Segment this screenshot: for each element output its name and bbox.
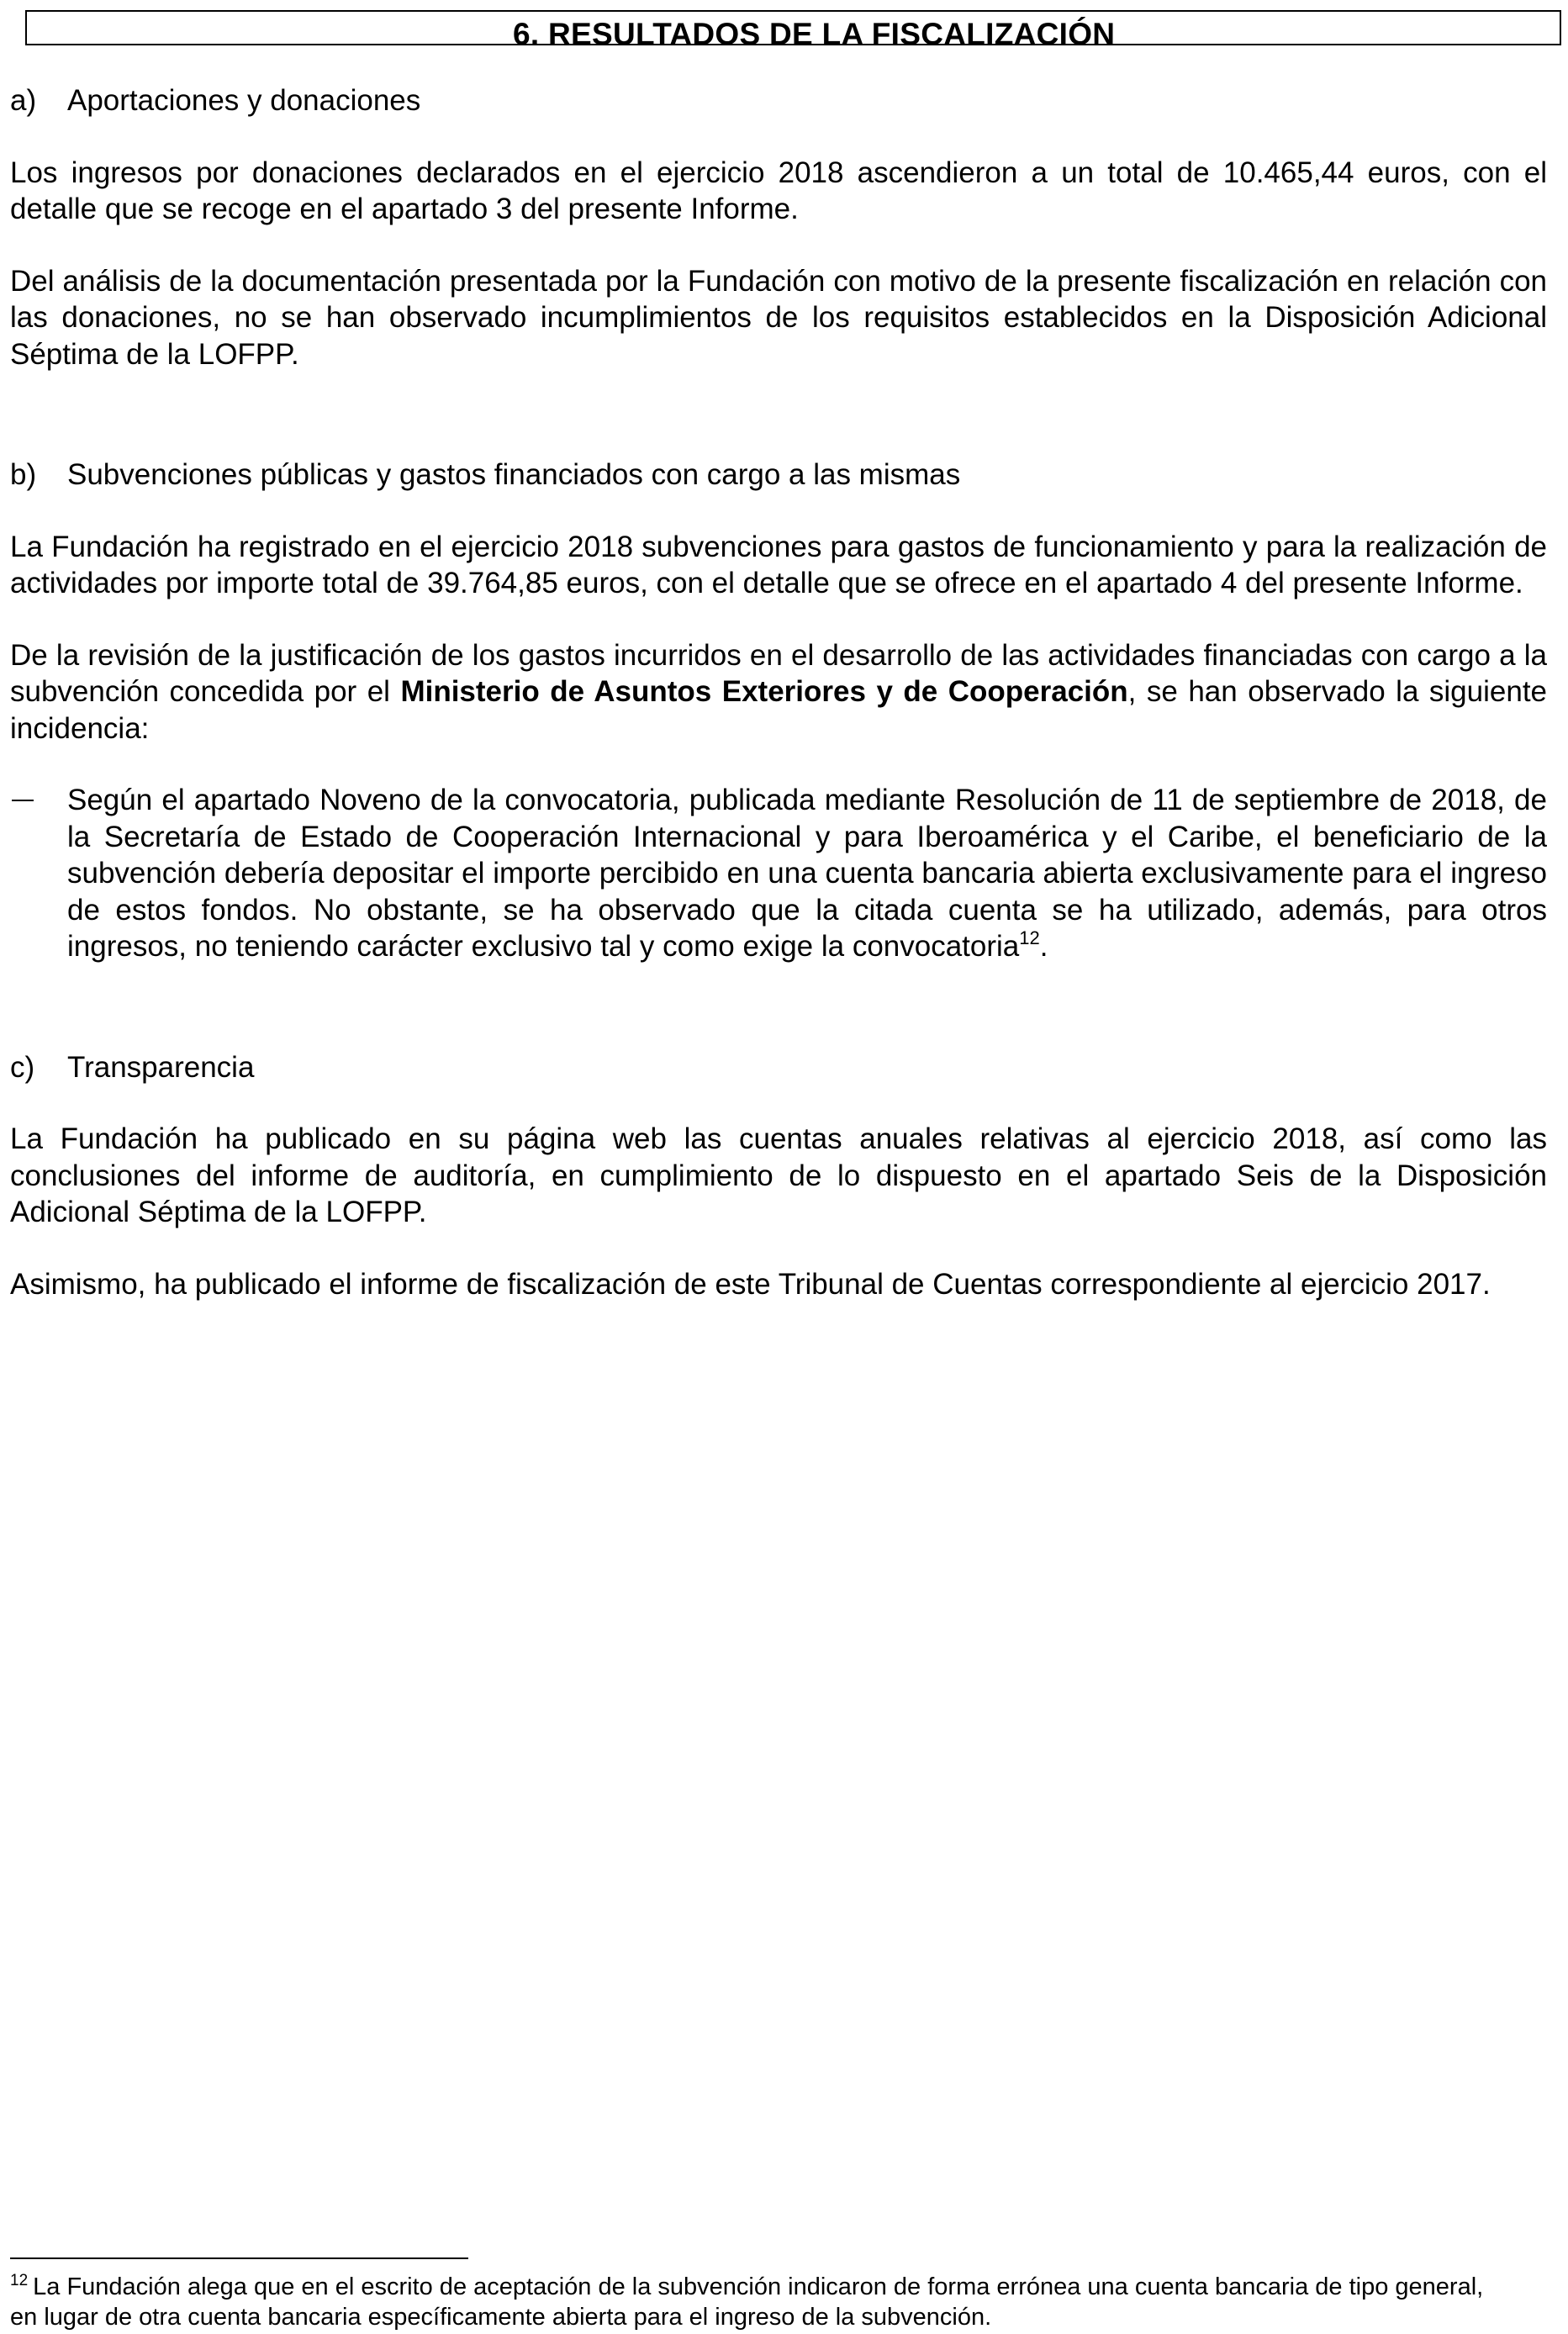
revision-text-start: De la revisión de la justificación de los gastos incurridos en el desarrollo de las actividades financiadas con cargo a la subvención concedida por el <box>10 638 1547 708</box>
paragraph-subvenciones-revision <box>10 637 1547 747</box>
paragraph-donaciones-analisis: Del análisis de la documentación presentada por la Fundación con motivo de la presente fiscalización en relación con las donaciones, no se han observado incumplimientos de los requisitos establecidos en la Disposición Adicional Séptima de la LOFPP. <box>10 264 1547 371</box>
footnote-divider <box>10 2257 468 2259</box>
heading-label: a) <box>10 84 37 117</box>
dash-bullet-icon <box>10 782 67 965</box>
paragraph-transparencia-web: La Fundación ha publicado en su página web las cuentas anuales relativas al ejercicio 2018, así como las conclusiones del informe de auditoría, en cumplimiento de lo dispuesto en el apartado Seis de la Disposición Adicional Séptima de la LOFPP. <box>10 1122 1547 1228</box>
paragraph-transparencia-informe: Asimismo, ha publicado el informe de fiscalización de este Tribunal de Cuentas correspondiente al ejercicio 2017. <box>10 1267 1491 1301</box>
heading-transparencia <box>10 1049 1547 1086</box>
heading-aportaciones <box>10 82 1547 119</box>
incidencia-body: Según el apartado Noveno de la convocatoria, publicada mediante Resolución de 11 de septiembre de 2018, de la Secretaría de Estado de Cooperación Internacional y para Iberoamérica y el Caribe, el beneficiario de la subvención debería depositar el importe percibido en una cuenta bancaria abierta exclusivamente para el ingreso de estos fondos. No obstante, se ha observado que la citada cuenta se ha utilizado, además, para otros ingresos, no teniendo carácter exclusivo tal y como exige la convocatoria <box>67 784 1547 963</box>
footnote <box>10 2272 1515 2332</box>
heading-text: Transparencia <box>67 1050 255 1084</box>
footnote-text: La Fundación alega que en el escrito de aceptación de la subvención indicaron de forma errónea una cuenta bancaria de tipo general, en lugar de otra cuenta bancaria específicamente abierta para el ingreso de la subvención. <box>10 2273 1484 2331</box>
ministry-name: Ministerio de Asuntos Exteriores y de Cooperación <box>400 675 1128 708</box>
section-header-box <box>25 10 1561 51</box>
heading-subvenciones <box>10 457 1547 494</box>
paragraph-subvenciones-registro: La Fundación ha registrado en el ejercicio 2018 subvenciones para gastos de funcionamiento y para la realización de actividades por importe total de 39.764,85 euros, con el detalle que se ofrece en el apartado 4 del presente Informe. <box>10 530 1547 599</box>
heading-text: Aportaciones y donaciones <box>67 84 421 117</box>
heading-text: Subvenciones públicas y gastos financiados con cargo a las mismas <box>67 458 961 491</box>
heading-label: b) <box>10 458 37 491</box>
incidencia-list-item <box>10 782 1547 965</box>
report-body <box>10 82 1547 1302</box>
section-title: 6. RESULTADOS DE LA FISCALIZACIÓN <box>513 17 1116 51</box>
footnote-number: 12 <box>10 2272 29 2289</box>
heading-label: c) <box>10 1050 35 1084</box>
revision-text-end: , se han observado la siguiente incidencia: <box>10 675 1548 745</box>
footnote-reference[interactable]: 12 <box>1019 927 1040 948</box>
incidencia-period: . <box>1039 930 1048 963</box>
incidencia-text <box>67 782 1547 965</box>
paragraph-donaciones-total: Los ingresos por donaciones declarados en el ejercicio 2018 ascendieron a un total de 10.465,44 euros, con el detalle que se recoge en el apartado 3 del presente Informe. <box>10 156 1547 225</box>
